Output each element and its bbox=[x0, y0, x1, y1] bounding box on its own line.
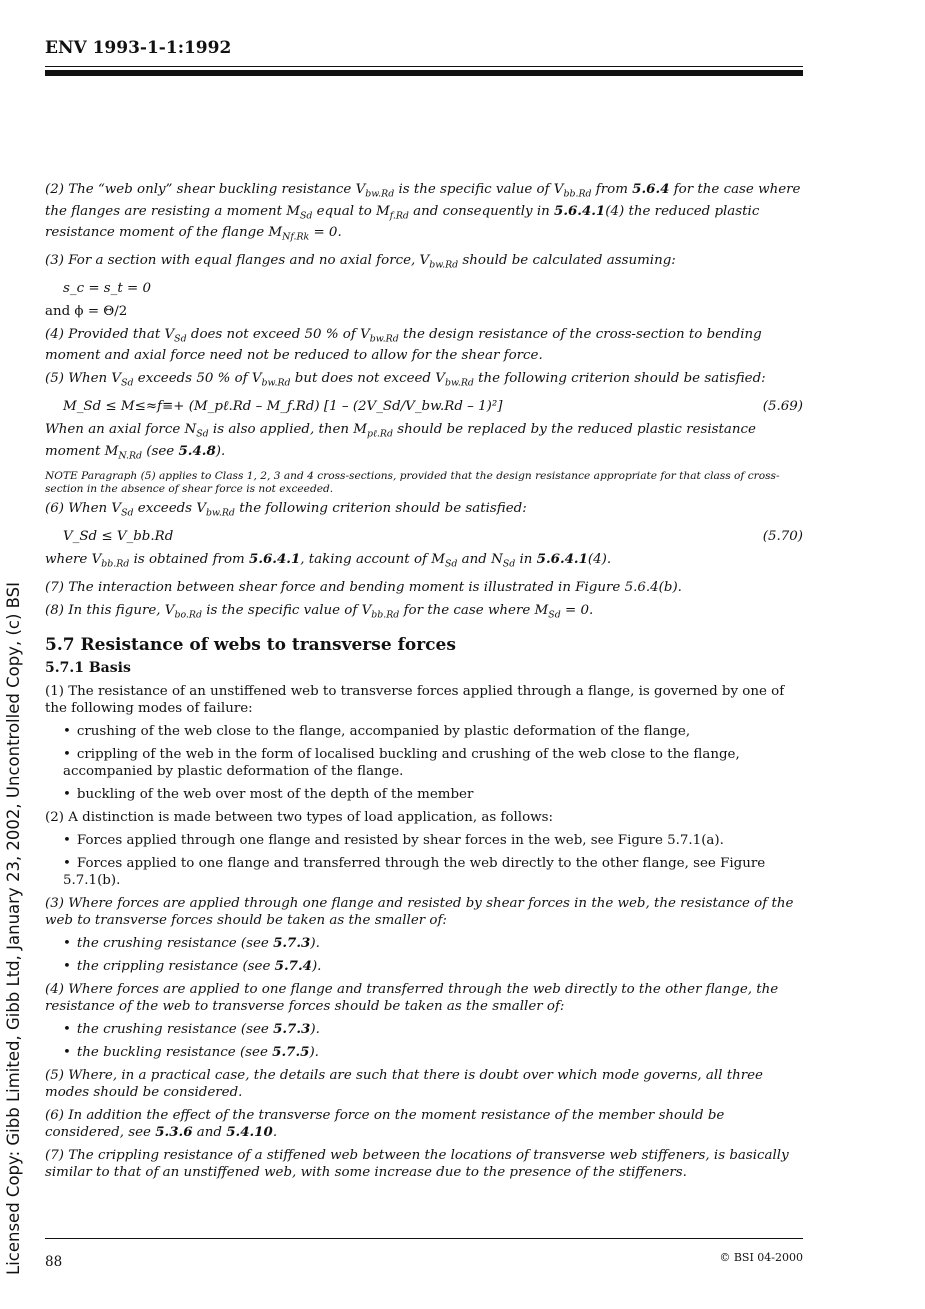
para-5-7-1-5: (5) Where, in a practical case, the details are such that there is doubt over which mode governs, all three modes should be considered. bbox=[45, 1068, 763, 1101]
bullet-icon: • bbox=[63, 1045, 71, 1061]
clause-ref: 5.4.8 bbox=[178, 442, 216, 459]
para-5-7-1-6: (6) In addition the effect of the transverse force on the moment resistance of the member should be considered, see 5.3.6 and 5.4.10. bbox=[45, 1108, 725, 1141]
bullet-icon: • bbox=[63, 959, 71, 975]
footer-rule bbox=[45, 1238, 803, 1239]
para-5-7-1-1: (1) The resistance of an unstiffened web to transverse forces applied through a flange, is governed by one of the following modes of failure: bbox=[45, 684, 785, 717]
bullet-icon: • bbox=[63, 833, 71, 849]
para-5-7-1-4: (4) Where forces are applied to one flange and transferred through the web directly to the other flange, the resistance of the web to transverse forces should be taken as the smaller of: bbox=[45, 982, 779, 1015]
clause-ref: 5.6.4.1 bbox=[249, 551, 301, 568]
equation-expression: M_Sd ≤ M≤≈f≡+ (M_pℓ.Rd – M_f.Rd) [1 – (2V_Sd/V_bw.Rd – 1)²] bbox=[63, 399, 503, 415]
clause-ref: 5.6.4 bbox=[632, 181, 670, 197]
equation-expression: V_Sd ≤ V_bb.Rd bbox=[63, 529, 174, 545]
para-5-6-4-7: (7) The interaction between shear force and bending moment is illustrated in Figure 5.6.4(b). bbox=[45, 579, 682, 595]
para-5-6-4-6: (6) When $V_{Sd}$ exceeds $V_{bw.Rd}$ the following criterion should be satisfied: bbox=[45, 501, 527, 520]
list-item: • Forces applied to one flange and transferred through the web directly to the other flange, see Figure 5.7.1(b). bbox=[63, 856, 766, 889]
clause-ref: 5.7.3 bbox=[273, 935, 311, 952]
list-item: • crushing of the web close to the flange, accompanied by plastic deformation of the flange, bbox=[63, 724, 691, 740]
clause-ref: 5.6.4.1 bbox=[554, 202, 606, 219]
equation-number: (5.69) bbox=[762, 399, 803, 415]
license-watermark: Licensed Copy: Gibb Limited, Gibb Ltd, January 23, 2002, Uncontrolled Copy, (c) BSI bbox=[4, 582, 23, 1275]
clause-ref: 5.3.6 bbox=[155, 1124, 193, 1141]
list-item: • the buckling resistance (see 5.7.5). bbox=[63, 1044, 319, 1061]
equation-5-69 bbox=[45, 398, 803, 415]
equation-number: (5.70) bbox=[762, 529, 803, 545]
para-5-6-4-2: (2) The “web only” shear buckling resistance $V_{bw.Rd}$ is the specific value of $V_{bb.Rd}$ from 5.6.4 for the case where the flanges are resisting a moment $M_{Sd}$ equal to $M_{f.Rd}$ and consequently in 5.6.4.1(4) the reduced plastic resistance moment of the flange $M_{Nf.Rk} = 0$. bbox=[45, 181, 801, 244]
clause-ref: 5.6.4.1 bbox=[536, 551, 588, 568]
list-item: • buckling of the web over most of the depth of the member bbox=[63, 787, 474, 803]
list-item: • crippling of the web in the form of localised buckling and crushing of the web close to the flange, accompanied by plastic deformation of the flange. bbox=[63, 747, 740, 780]
para-axial-force: When an axial force $N_{Sd}$ is also applied, then $M_{p\ell.Rd}$ should be replaced by the reduced plastic resistance moment $M_{N.Rd}$ (see 5.4.8). bbox=[45, 422, 756, 462]
para-5-6-4-8: (8) In this figure, $V_{bo.Rd}$ is the specific value of $V_{bb.Rd}$ for the case where $M_{Sd} = 0$. bbox=[45, 602, 594, 621]
bullet-icon: • bbox=[63, 724, 71, 740]
subsection-heading-5-7-1: 5.7.1 Basis bbox=[45, 660, 131, 677]
copyright: © BSI 04-2000 bbox=[719, 1251, 803, 1264]
para-5-6-4-5: (5) When $V_{Sd}$ exceeds 50 % of $V_{bw.Rd}$ but does not exceed $V_{bw.Rd}$ the following criterion should be satisfied: bbox=[45, 371, 766, 390]
clause-ref: 5.7.5 bbox=[272, 1044, 310, 1061]
phi-condition: and ϕ = Θ/2 bbox=[45, 303, 128, 319]
list-item: • the crippling resistance (see 5.7.4). bbox=[63, 958, 322, 975]
clause-ref: 5.4.10 bbox=[226, 1124, 273, 1141]
para-5-6-4-4: (4) Provided that $V_{Sd}$ does not exceed 50 % of $V_{bw.Rd}$ the design resistance of the cross-section to bending moment and axial force need not be reduced to allow for the shear force. bbox=[45, 326, 762, 364]
bullet-icon: • bbox=[63, 856, 71, 872]
para-5-7-1-3: (3) Where forces are applied through one flange and resisted by shear forces in the web, the resistance of the web to transverse forces should be taken as the smaller of: bbox=[45, 896, 794, 929]
note: NOTE Paragraph (5) applies to Class 1, 2, 3 and 4 cross-sections, provided that the design resistance appropriate for that class of cross-section in the absence of shear force is not exceeded. bbox=[45, 470, 780, 496]
clause-ref: 5.7.3 bbox=[273, 1021, 311, 1038]
section-heading-5-7: 5.7 Resistance of webs to transverse forces bbox=[45, 635, 456, 656]
para-where-vbb: where $V_{bb.Rd}$ is obtained from 5.6.4.1, taking account of $M_{Sd}$ and $N_{Sd}$ in 5.6.4.1(4). bbox=[45, 551, 612, 570]
document-code: ENV 1993-1-1:1992 bbox=[45, 38, 232, 58]
para-5-7-1-2: (2) A distinction is made between two types of load application, as follows: bbox=[45, 810, 553, 826]
bullet-icon: • bbox=[63, 1022, 71, 1038]
page-body bbox=[45, 181, 803, 1187]
header-rule-thin bbox=[45, 66, 803, 67]
clause-ref: 5.7.4 bbox=[274, 958, 312, 975]
equation-5-70 bbox=[45, 528, 803, 545]
list-item: • the crushing resistance (see 5.7.3). bbox=[63, 1021, 320, 1038]
bullet-icon: • bbox=[63, 936, 71, 952]
para-5-7-1-7: (7) The crippling resistance of a stiffened web between the locations of transverse web stiffeners, is basically similar to that of an unstiffened web, with some increase due to the presence of the stiffeners. bbox=[45, 1148, 789, 1181]
bullet-icon: • bbox=[63, 747, 71, 763]
equation-s-c: s_c = s_t = 0 bbox=[63, 280, 152, 296]
header-rule-thick bbox=[45, 70, 803, 76]
para-5-6-4-3: (3) For a section with equal flanges and no axial force, $V_{bw.Rd}$ should be calculated assuming: bbox=[45, 253, 676, 271]
list-item: • the crushing resistance (see 5.7.3). bbox=[63, 935, 320, 952]
page-number: 88 bbox=[45, 1254, 63, 1270]
list-item: • Forces applied through one flange and resisted by shear forces in the web, see Figure 5.7.1(a). bbox=[63, 833, 724, 849]
bullet-icon: • bbox=[63, 787, 71, 803]
